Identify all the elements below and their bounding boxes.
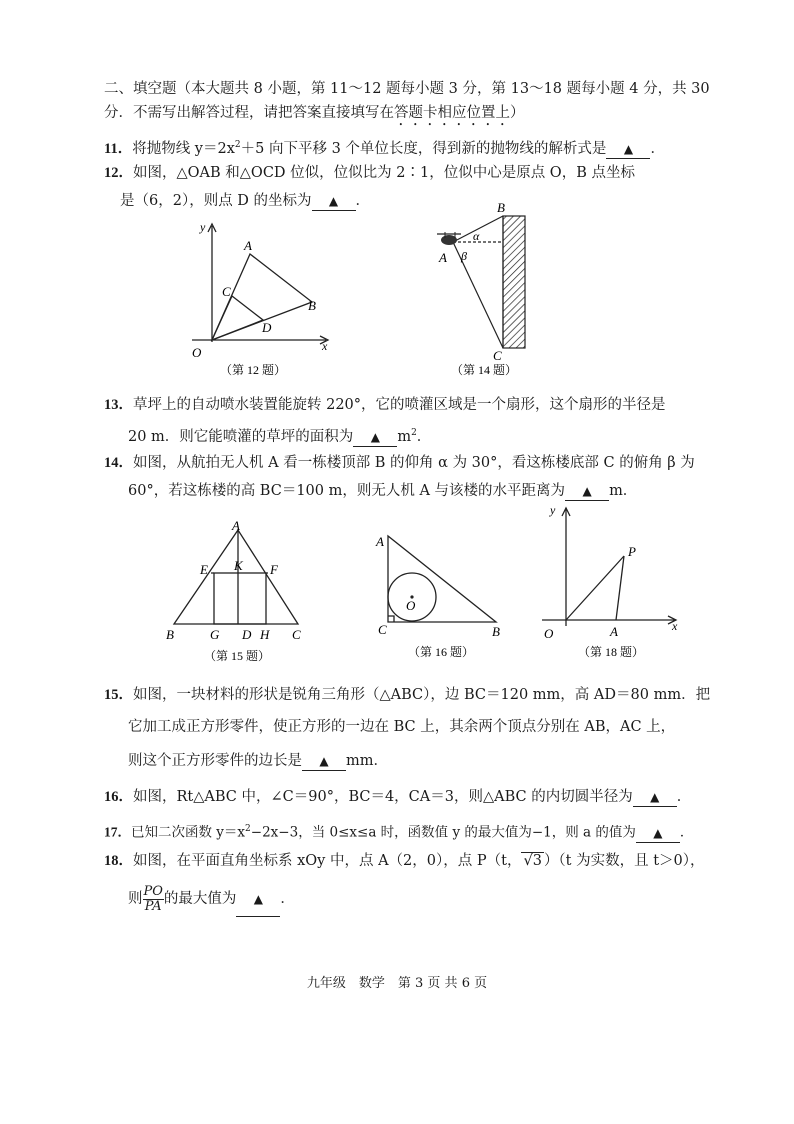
label-b: B [308, 298, 316, 313]
triangle-mark-icon: ▲ [653, 825, 663, 840]
square-efhg [214, 573, 266, 624]
question-16: 16．如图，Rt△ABC 中，∠C＝90°，BC＝4，CA＝3，则△ABC 的内切圆半径为 ▲ ． [104, 789, 692, 805]
label-o: O [406, 598, 416, 613]
triangle-mark-icon: ▲ [650, 790, 660, 804]
triangle-abc [174, 530, 298, 624]
fraction-po-pa: $\frac{PO}{PA}$ [143, 883, 163, 914]
triangle-mark-icon: ▲ [319, 754, 329, 768]
label-k: K [234, 558, 243, 573]
answer-blank-12[interactable] [312, 192, 356, 211]
drone-icon [437, 232, 461, 245]
question-12-line2: 是（6，2），则点 D 的坐标为 ▲ ． [120, 193, 371, 209]
segment-pa [616, 556, 624, 620]
section-header-line1: 二、填空题（本大题共 8 小题，第 11～12 题每小题 3 分，第 13～18 题每小题 4 分，共 30 [104, 81, 710, 97]
figure-15 [158, 518, 318, 666]
label-beta: β [461, 249, 467, 263]
label-a: A [610, 624, 618, 639]
triangle-abc [388, 536, 496, 622]
label-b: B [166, 627, 174, 642]
question-14-line2: 60°，若这栋楼的高 BC＝100 m，则无人机 A 与该楼的水平距离为 ▲ m． [128, 483, 638, 499]
caption-18: （第 18 题） [578, 645, 645, 659]
triangle-ocd [212, 296, 263, 340]
label-a: A [244, 238, 252, 253]
label-d: D [242, 627, 252, 642]
label-a: A [376, 534, 384, 549]
label-b: B [492, 624, 500, 639]
building [503, 216, 525, 348]
label-o: O [192, 345, 202, 360]
label-x: x [672, 619, 678, 633]
caption-16: （第 16 题） [408, 645, 475, 659]
question-15-line3: 则这个正方形零件的边长是 ▲ mm． [128, 753, 388, 769]
label-d: D [262, 320, 272, 335]
answer-blank-17[interactable] [636, 824, 680, 843]
label-y: y [200, 220, 206, 234]
figure-16 [368, 528, 518, 664]
triangle-mark-icon: ▲ [582, 484, 592, 498]
caption-12: （第 12 题） [220, 363, 287, 377]
label-f: F [270, 562, 278, 577]
triangle-mark-icon: ▲ [623, 141, 634, 156]
section-header-line2: 分．不需写出解答过程，请把答案直接填写在答题卡相应位置上） [104, 105, 525, 121]
question-15-line2: 它加工成正方形零件，使正方形的一边在 BC 上，其余两个顶点分别在 AB，AC 上， [128, 719, 676, 735]
label-b: B [497, 200, 505, 215]
label-c: C [378, 622, 387, 637]
figure-12 [180, 214, 350, 384]
answer-blank-11[interactable] [606, 140, 650, 159]
question-12-line1: 12．如图，△OAB 和△OCD 位似，位似比为 2∶1，位似中心是原点 O，B 点坐标 [104, 165, 635, 181]
question-18-line1: 18．如图，在平面直角坐标系 xOy 中，点 A（2，0），点 P（t， √3 ）（t 为实数，且 t＞0）， [104, 853, 705, 869]
label-y: y [550, 503, 556, 517]
triangle-mark-icon: ▲ [328, 194, 339, 208]
question-18-line2: 则 $\frac{PO}{PA}$ 的最大值为 ▲ ． [128, 882, 295, 917]
triangle-mark-icon: ▲ [253, 892, 264, 906]
sqrt-3: √3 [523, 853, 542, 869]
label-c: C [292, 627, 301, 642]
label-alpha: α [473, 229, 480, 243]
label-p: P [628, 544, 636, 559]
question-14-line1: 14．如图，从航拍无人机 A 看一栋楼顶部 B 的仰角 α 为 30°，看这栋楼底部 C 的俯角 β 为 [104, 455, 695, 471]
label-x: x [322, 339, 328, 353]
label-a: A [232, 518, 240, 533]
triangle-mark-icon: ▲ [370, 429, 380, 444]
caption-15: （第 15 题） [204, 649, 271, 663]
label-o: O [544, 626, 554, 641]
answer-blank-15[interactable] [302, 752, 346, 771]
label-c: C [222, 284, 231, 299]
figure-18 [536, 498, 686, 662]
answer-blank-18[interactable] [236, 882, 280, 917]
answer-blank-13[interactable] [353, 428, 397, 447]
question-17: 17．已知二次函数 $y=x^2-2x-3$，当 0≤x≤a 时，函数值 y 的最大值为−1，则 a 的值为 ▲ ． [104, 824, 694, 841]
right-angle-mark [388, 616, 394, 622]
question-13-line2: 20 m．则它能喷灌的草坪的面积为 ▲ $m^2$． [128, 428, 432, 445]
answer-blank-16[interactable] [633, 788, 677, 807]
figure-14 [425, 198, 555, 380]
question-13-line1: 13．草坪上的自动喷水装置能旋转 220°，它的喷灌区域是一个扇形，这个扇形的半径是 [104, 397, 666, 413]
segment-op [566, 556, 624, 620]
caption-14: （第 14 题） [451, 363, 518, 377]
label-g: G [210, 627, 220, 642]
question-15-line1: 15．如图，一块材料的形状是锐角三角形（△ABC），边 BC＝120 mm，高 AD＝80 mm．把 [104, 687, 711, 703]
page-footer: 九年级 数学 第 3 页 共 6 页 [306, 976, 488, 991]
label-a: A [439, 250, 447, 265]
label-e: E [200, 562, 208, 577]
label-c: C [493, 348, 502, 363]
question-11: 11．将抛物线 $y=2x^2+5$ 向下平移 3 个单位长度，得到新的抛物线的解析式是 ▲ ． [104, 140, 665, 157]
label-h: H [260, 627, 270, 642]
